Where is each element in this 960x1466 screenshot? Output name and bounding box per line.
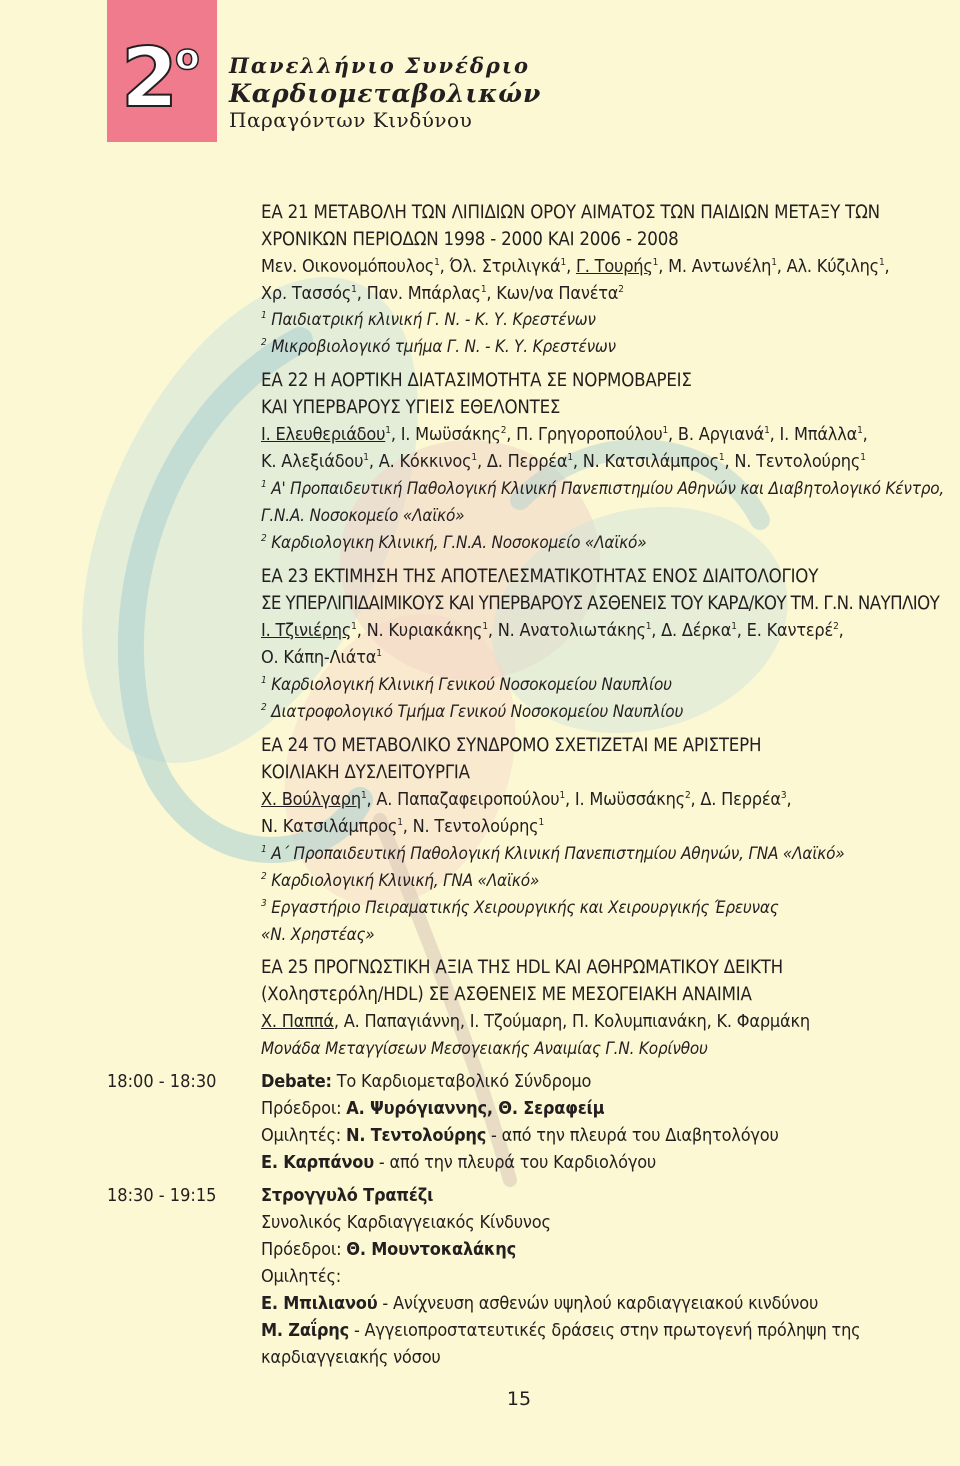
conference-title-line3: Παραγόντων Κινδύνου (229, 108, 473, 132)
speakers-label: Ομιλητές: (261, 1266, 342, 1287)
author-line: Ν. Κατσιλάμπρος$^1$, Ν. Τεντολούρης$^1$ (261, 816, 544, 837)
session-topic: Το Καρδιομεταβολικό Σύνδρομο (331, 1071, 592, 1092)
conference-title-line2: Καρδιομεταβολικών (229, 79, 542, 108)
abstract-title: ΧΡΟΝΙΚΩΝ ΠΕΡΙΟΔΩΝ 1998 - 2000 ΚΑΙ 2006 - 2008 (261, 229, 679, 250)
affiliation: $^1$ Καρδιολογική Κλινική Γενικού Νοσοκομείου Ναυπλίου (261, 675, 672, 695)
author: , Ν. Τεντολούρης (724, 451, 861, 472)
affiliation: $^1$ Α' Προπαιδευτική Παθολογική Κλινική Πανεπιστημίου Αθηνών και Διαβητολογικό Κέντρο, (261, 479, 945, 499)
author-line: Ι. Ελευθεριάδου$^1$, Ι. Μωϋσάκης$^2$, Π. Γρηγοροπούλου$^1$, Β. Αργιανά$^1$, Ι. Μπάλλα$^1$, (261, 424, 868, 445)
author: , Αλ. Κύζιλης (776, 256, 879, 277)
abstract-title: ΕΑ 25 ΠΡΟΓΝΩΣΤΙΚΗ ΑΞΙΑ ΤΗΣ HDL ΚΑΙ ΑΘΗΡΩΜΑΤΙΚΟΥ ΔΕΙΚΤΗ (261, 957, 783, 978)
author: , Β. Αργιανά (668, 424, 765, 445)
author: , Ν. Κυριακάκης (356, 620, 483, 641)
abstract-title: ΚΑΙ ΥΠΕΡΒΑΡΟΥΣ ΥΓΙΕΙΣ ΕΘΕΛΟΝΤΕΣ (261, 397, 561, 418)
edition-badge (107, 0, 217, 142)
author: Μεν. Οικονομόπουλος (261, 256, 435, 277)
affiliation: $^1$ Παιδιατρική κλινική Γ. Ν. - Κ. Υ. Κρεστένων (261, 310, 596, 330)
edition-ordinal: ο (175, 37, 200, 78)
author-line: Χ. Βούλγαρη$^1$, Α. Παπαζαφειροπούλου$^1$, Ι. Μωϋσσάκης$^2$, Δ. Περρέα$^3$, (261, 789, 792, 810)
affiliation: Γ.Ν.Α. Νοσοκομείο «Λαϊκό» (261, 506, 465, 526)
speaker-name: Ν. Τεντολούρης (345, 1125, 487, 1146)
affiliation: Μονάδα Μεταγγίσεων Μεσογειακής Αναιμίας Γ.Ν. Κορίνθου (261, 1039, 708, 1059)
affiliation-text: Α' Προπαιδευτική Παθολογική Κλινική Πανεπιστημίου Αθηνών και Διαβητολογικό Κέντρο, (271, 479, 945, 499)
author: , Ι. Μωϋσσάκης (565, 789, 685, 810)
session-speaker (261, 1317, 860, 1344)
author-line: Μεν. Οικονομόπουλος$^1$, Όλ. Στριλιγκά$^1$, Γ. Τουρής$^1$, Μ. Αντωνέλη$^1$, Αλ. Κύζιλης$^1$, (261, 256, 890, 277)
affiliation-text: Διατροφολογικό Τμήμα Γενικού Νοσοκομείου Ναυπλίου (271, 702, 684, 722)
author: , Ι. Μπάλλα (769, 424, 858, 445)
abstract-title: (Χοληστερόλη/HDL) ΣΕ ΑΣΘΕΝΕΙΣ ΜΕ ΜΕΣΟΓΕΙΑΚΗ ΑΝΑΙΜΙΑ (261, 984, 752, 1005)
abstract-title: ΕΑ 22 Η ΑΟΡΤΙΚΗ ΔΙΑΤΑΣΙΜΟΤΗΤΑ ΣΕ ΝΟΡΜΟΒΑΡΕΙΣ (261, 370, 692, 391)
affiliation-text: Καρδιολογική Κλινική Γενικού Νοσοκομείου Ναυπλίου (271, 675, 672, 695)
affiliation-text: Εργαστήριο Πειραματικής Χειρουργικής και Χειρουργικής Έρευνας (271, 898, 779, 918)
affiliation: $^1$ Α΄ Προπαιδευτική Παθολογική Κλινική Πανεπιστημίου Αθηνών, ΓΝΑ «Λαϊκό» (261, 844, 845, 864)
speaker-topic: - Αγγειοπροστατευτικές δράσεις στην πρωτογενή πρόληψη της (349, 1320, 861, 1341)
session-speaker (261, 1122, 779, 1149)
author: , Ε. Καντερέ (736, 620, 834, 641)
presenting-author: Χ. Βούλγαρη (261, 789, 361, 810)
session-speaker (261, 1149, 656, 1176)
presenting-author: Ι. Τζινιέρης (261, 620, 352, 641)
affiliation: $^2$ Μικροβιολογικό τμήμα Γ. Ν. - Κ. Υ. Κρεστένων (261, 337, 616, 357)
speaker-name: Μ. Ζαΐρης (261, 1320, 350, 1341)
session-title (261, 1068, 591, 1095)
author: , Α. Παπαζαφειροπούλου (366, 789, 560, 810)
speaker-topic: - από την πλευρά του Διαβητολόγου (486, 1125, 779, 1146)
author: , Α. Κόκκινος (368, 451, 472, 472)
abstract-title: ΣΕ ΥΠΕΡΛΙΠΙΔΑΙΜΙΚΟΥΣ ΚΑΙ ΥΠΕΡΒΑΡΟΥΣ ΑΣΘΕΝΕΙΣ ΤΟΥ ΚΑΡΔ/ΚΟΥ ΤΜ. Γ.Ν. ΝΑΥΠΛΙΟΥ (261, 593, 940, 614)
author-line: Κ. Αλεξιάδου$^1$, Α. Κόκκινος$^1$, Δ. Περρέα$^1$, Ν. Κατσιλάμπρος$^1$, Ν. Τεντολούρης$^1$ (261, 451, 866, 472)
author: , Ι. Μωϋσάκης (390, 424, 501, 445)
author: , Ν. Τεντολούρης (402, 816, 539, 837)
affiliation: «Ν. Χρηστέας» (261, 925, 375, 945)
author: , Μ. Αντωνέλη (658, 256, 772, 277)
author: , Π. Γρηγοροπούλου (506, 424, 663, 445)
affiliation-text: Παιδιατρική κλινική Γ. Ν. - Κ. Υ. Κρεστένων (271, 310, 596, 330)
chairs-label: Πρόεδροι: (261, 1098, 347, 1119)
affiliation-text: Καρδιολογικη Κλινική, Γ.Ν.Α. Νοσοκομείο «Λαϊκό» (271, 533, 647, 553)
speaker-topic-continued: καρδιαγγειακής νόσου (261, 1347, 441, 1368)
author: , Ν. Ανατολιωτάκης (487, 620, 646, 641)
chairs-names: Θ. Μουντοκαλάκης (346, 1239, 516, 1260)
conference-title (229, 52, 541, 132)
author: Ο. Κάπη-Λιάτα (261, 647, 377, 668)
session-title: Στρογγυλό Τραπέζι (261, 1185, 434, 1206)
speaker-topic: - από την πλευρά του Καρδιολόγου (373, 1152, 657, 1173)
affiliation-text: Α΄ Προπαιδευτική Παθολογική Κλινική Πανεπιστημίου Αθηνών, ΓΝΑ «Λαϊκό» (271, 844, 845, 864)
affiliation: $^2$ Διατροφολογικό Τμήμα Γενικού Νοσοκομείου Ναυπλίου (261, 702, 684, 722)
author: , Α. Παπαγιάννη, Ι. Τζούμαρη, Π. Κολυμπιανάκη, Κ. Φαρμάκη (333, 1011, 810, 1032)
presenting-author: Χ. Παππά (261, 1011, 334, 1032)
author: , Δ. Περρέα (476, 451, 568, 472)
session-chairs (261, 1236, 516, 1263)
conference-title-line1: Πανελλήνιο Συνέδριο (229, 53, 531, 78)
affiliation-text: Καρδιολογική Κλινική, ΓΝΑ «Λαϊκό» (271, 871, 540, 891)
presenting-author: Γ. Τουρής (575, 256, 653, 277)
affiliation: $^2$ Καρδιολογική Κλινική, ΓΝΑ «Λαϊκό» (261, 871, 540, 891)
abstract-title: ΚΟΙΛΙΑΚΗ ΔΥΣΛΕΙΤΟΥΡΓΙΑ (261, 762, 470, 783)
session-type: Debate: (261, 1071, 332, 1092)
author-line: Ι. Τζινιέρης$^1$, Ν. Κυριακάκης$^1$, Ν. Ανατολιωτάκης$^1$, Δ. Δέρκα$^1$, Ε. Καντερέ$^2$, (261, 620, 844, 641)
author: Ν. Κατσιλάμπρος (261, 816, 398, 837)
page-number: 15 (506, 1388, 532, 1410)
author: , Κων/να Πανέτα (486, 283, 619, 304)
session-time: 18:00 - 18:30 (107, 1071, 217, 1092)
edition-number: 2 (121, 31, 179, 126)
speaker-name: Ε. Καρπάνου (261, 1152, 374, 1173)
author: , Ν. Κατσιλάμπρος (572, 451, 719, 472)
abstract-title: ΕΑ 24 ΤΟ ΜΕΤΑΒΟΛΙΚΟ ΣΥΝΔΡΟΜΟ ΣΧΕΤΙΖΕΤΑΙ ΜΕ ΑΡΙΣΤΕΡΗ (261, 735, 762, 756)
affiliation: $^3$ Εργαστήριο Πειραματικής Χειρουργικής και Χειρουργικής Έρευνας (261, 898, 779, 918)
abstract-title: ΕΑ 21 ΜΕΤΑΒΟΛΗ ΤΩΝ ΛΙΠΙΔΙΩΝ ΟΡΟΥ ΑΙΜΑΤΟΣ ΤΩΝ ΠΑΙΔΙΩΝ ΜΕΤΑΞΥ ΤΩΝ (261, 202, 880, 223)
speaker-name: Ε. Μπιλιανού (261, 1293, 378, 1314)
author: , Παν. Μπάρλας (356, 283, 481, 304)
author: , Δ. Περρέα (690, 789, 781, 810)
chairs-names: Α. Ψυρόγιαννης, Θ. Σεραφείμ (346, 1098, 605, 1119)
author: Κ. Αλεξιάδου (261, 451, 364, 472)
presenting-author: Ι. Ελευθεριάδου (261, 424, 386, 445)
affiliation-text: Μικροβιολογικό τμήμα Γ. Ν. - Κ. Υ. Κρεστένων (271, 337, 616, 357)
author: Χρ. Τασσός (261, 283, 352, 304)
session-time: 18:30 - 19:15 (107, 1185, 217, 1206)
session-chairs (261, 1095, 604, 1122)
speaker-topic: - Ανίχνευση ασθενών υψηλού καρδιαγγειακού κινδύνου (377, 1293, 819, 1314)
session-topic: Συνολικός Καρδιαγγειακός Κίνδυνος (261, 1212, 551, 1233)
chairs-label: Πρόεδροι: (261, 1239, 347, 1260)
author-line: Χρ. Τασσός$^1$, Παν. Μπάρλας$^1$, Κων/να Πανέτα$^2$ (261, 283, 624, 304)
session-speaker (261, 1290, 818, 1317)
affiliation: $^2$ Καρδιολογικη Κλινική, Γ.Ν.Α. Νοσοκομείο «Λαϊκό» (261, 533, 647, 553)
author: , Όλ. Στριλιγκά (439, 256, 561, 277)
author-line (261, 1008, 810, 1035)
author: , Δ. Δέρκα (651, 620, 732, 641)
speakers-label: Ομιλητές: (261, 1125, 346, 1146)
abstract-title: ΕΑ 23 ΕΚΤΙΜΗΣΗ ΤΗΣ ΑΠΟΤΕΛΕΣΜΑΤΙΚΟΤΗΤΑΣ ΕΝΟΣ ΔΙΑΙΤΟΛΟΓΙΟΥ (261, 566, 819, 587)
author-line: Ο. Κάπη-Λιάτα$^1$ (261, 647, 382, 668)
